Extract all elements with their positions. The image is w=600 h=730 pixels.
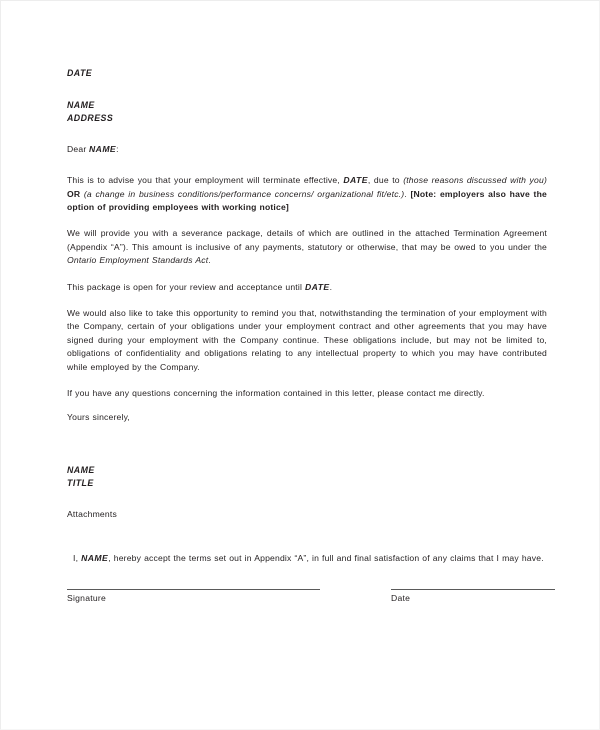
p1-italic-reason-2: (a change in business conditions/performance concerns/ organizational fit/etc.) [83, 188, 405, 199]
signature-label: Signature [67, 593, 107, 603]
paragraph-termination-notice [67, 174, 547, 214]
signer-title-placeholder: TITLE [67, 478, 94, 489]
paragraph-severance-package [67, 227, 547, 267]
signature-rule [67, 589, 320, 590]
recipient-name-placeholder: NAME [67, 99, 95, 110]
acceptance-sentence-2: , hereby accept the terms set out in Appendix “A”, in full and final satisfaction of any claims that I may have. [108, 553, 544, 564]
salutation-name-placeholder: NAME [89, 143, 117, 154]
attachments-label: Attachments [67, 509, 117, 520]
signature-row [67, 589, 549, 619]
paragraph-acceptance-deadline [67, 281, 547, 294]
p1-editor-note: [Note: employers also have the option of providing employees with working notice] [67, 188, 547, 212]
p2-sentence-2: . [208, 255, 211, 266]
p1-date-placeholder: DATE [343, 175, 368, 186]
paragraph-continuing-obligations: We would also like to take this opportunity to remind you that, notwithstanding the termination of your employment with the Company, certain of your obligations under your employment contract and other agreements that you may have signed during your employment with the Company continue. These obligations include, but may not be limited to, obligations of confidentiality and obligations relating to any intellectual property to which you may have contributed while employed by the Company. [67, 308, 547, 372]
date-placeholder-block [67, 67, 547, 81]
date-placeholder: DATE [67, 68, 93, 78]
signature-date-field[interactable] [391, 589, 555, 604]
paragraph-employee-acceptance [67, 552, 547, 565]
signature-field[interactable] [67, 589, 320, 604]
recipient-block [67, 99, 547, 126]
paragraph-contact-me: If you have any questions concerning the information contained in this letter, please contact me directly. [67, 388, 485, 399]
acceptance-sentence-1: I, [73, 553, 82, 564]
salutation [67, 143, 547, 156]
signer-block [67, 464, 547, 491]
p2-sentence-1: We will provide you with a severance package, details of which are outlined in the attached Termination Agreement (Appendix “A”). This amount is inclusive of any payments, statutory or otherwise, that may be owed to you under the [67, 228, 547, 252]
letter-content [67, 67, 547, 566]
p2-italic-statute: Ontario Employment Standards Act [67, 255, 209, 266]
p1-bold-or: OR [67, 188, 84, 199]
salutation-greeting: Dear [67, 143, 90, 154]
p1-sentence-1: This is to advise you that your employment will terminate effective, [67, 175, 344, 186]
p3-sentence-1: This package is open for your review and acceptance until [67, 281, 306, 292]
p1-sentence-3: . [404, 188, 411, 199]
acceptance-name-placeholder: NAME [81, 553, 109, 564]
salutation-punctuation: : [116, 143, 119, 154]
p3-date-placeholder: DATE [305, 281, 330, 292]
signature-date-rule [391, 589, 555, 590]
signature-date-label: Date [391, 593, 411, 603]
signer-name-placeholder: NAME [67, 464, 95, 475]
p3-sentence-2: . [329, 281, 333, 292]
recipient-address-placeholder: ADDRESS [67, 113, 114, 124]
p1-italic-reason-1: (those reasons discussed with you) [403, 175, 547, 186]
closing-sincerely: Yours sincerely, [67, 412, 130, 423]
p1-sentence-2: , due to [367, 175, 404, 186]
